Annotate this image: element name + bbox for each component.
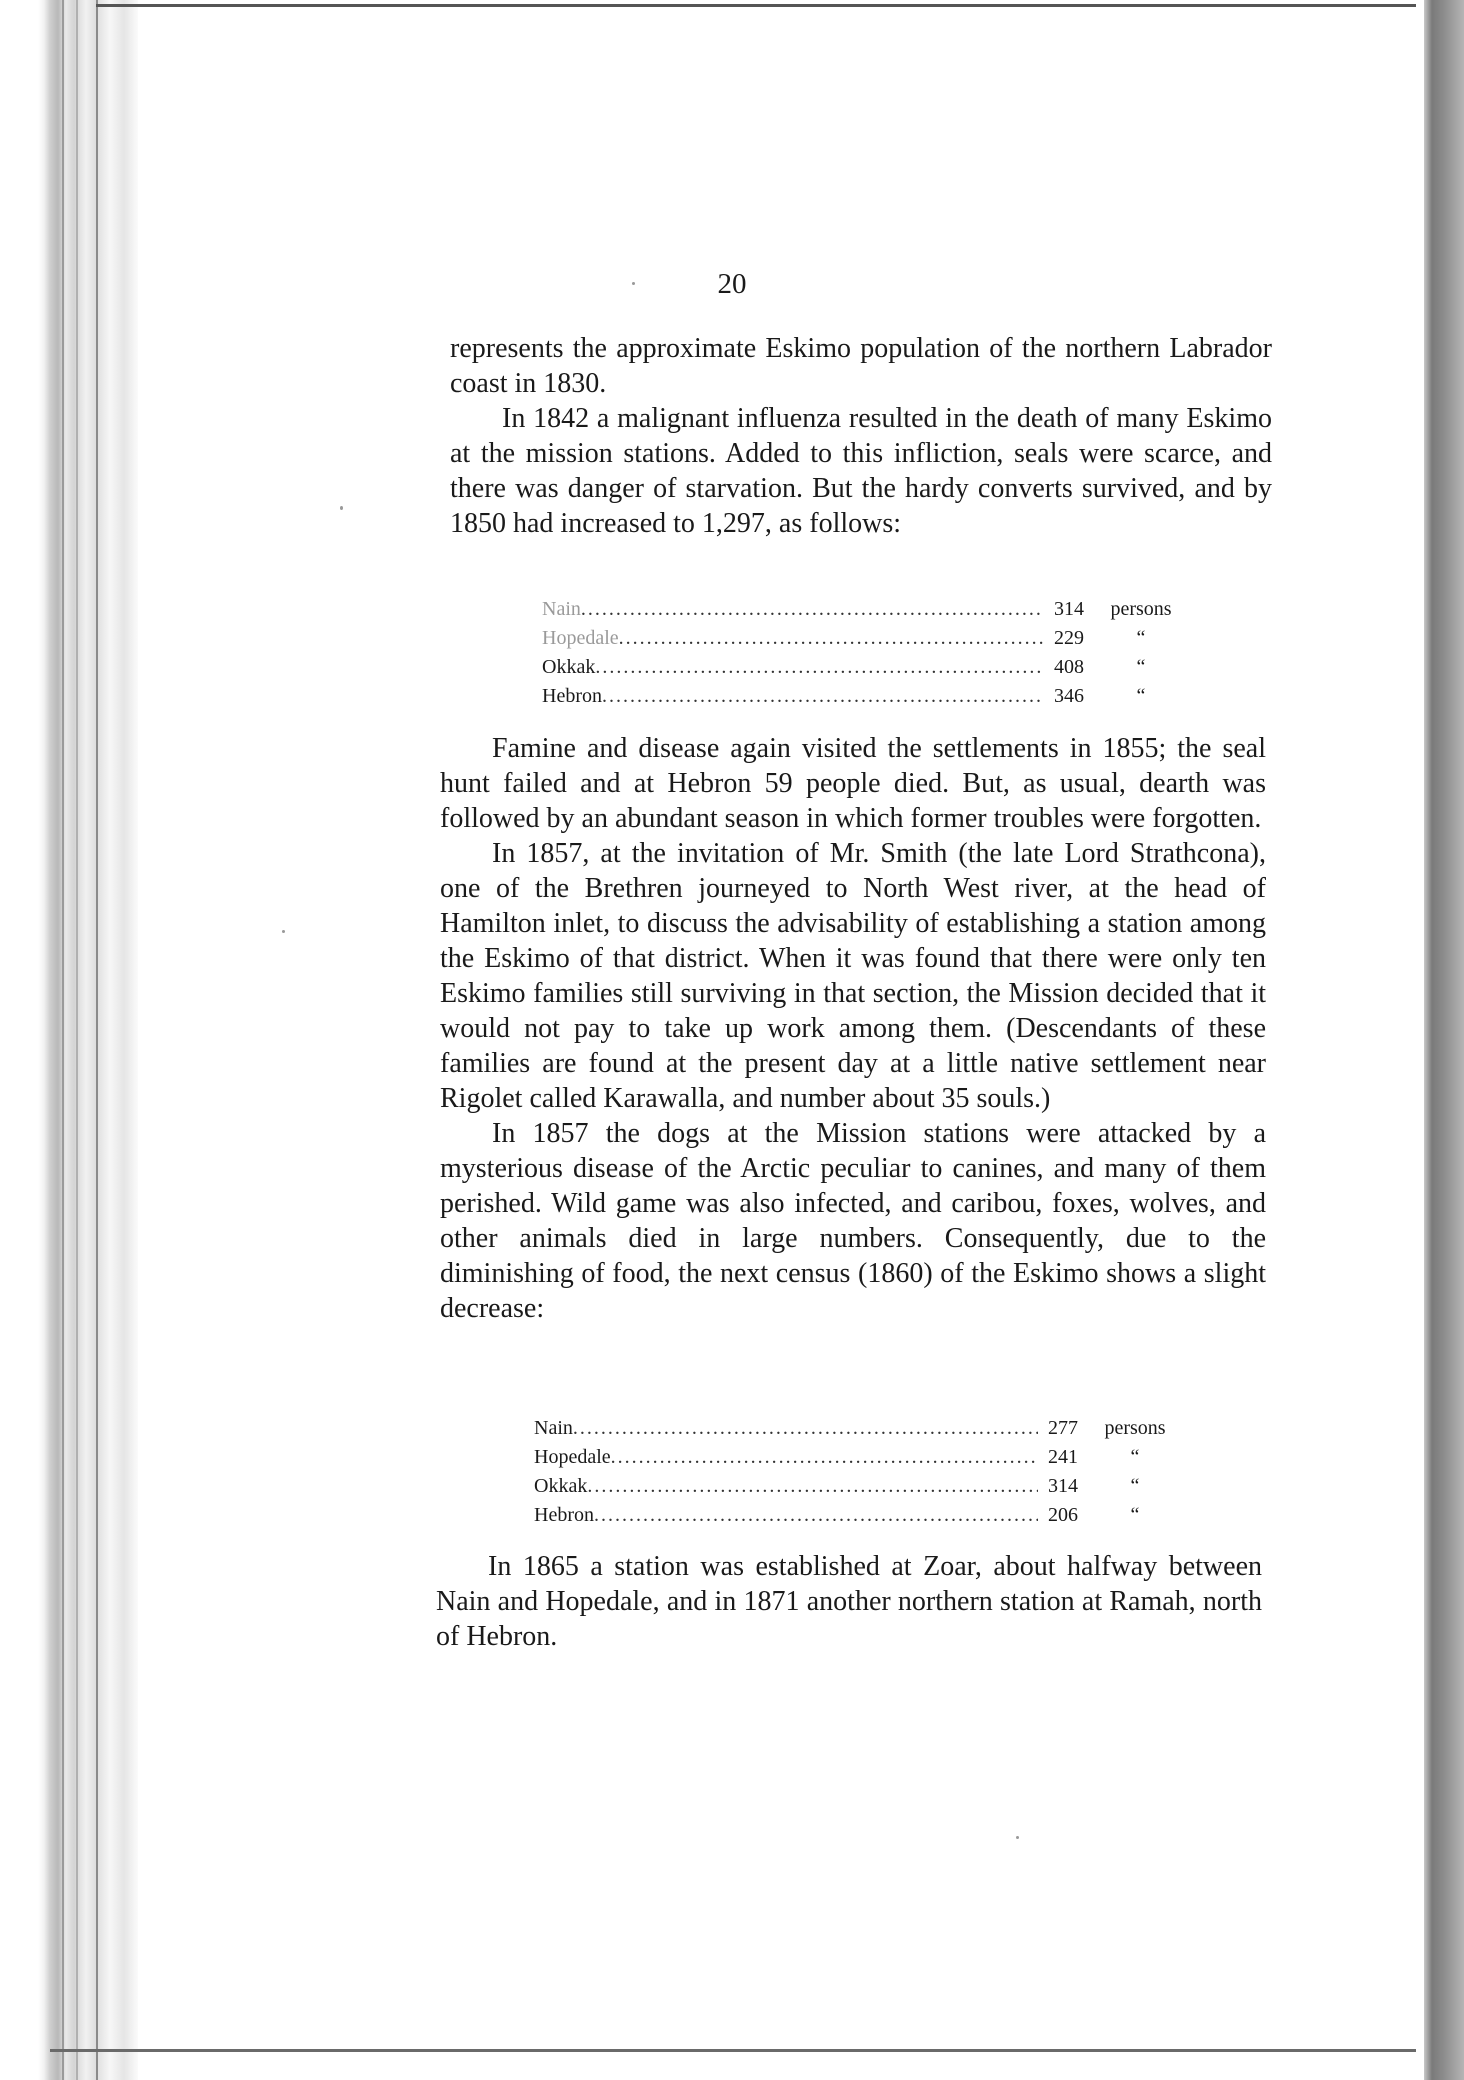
population-count: 241 xyxy=(1048,1446,1078,1468)
census-table-1850 xyxy=(542,595,1180,711)
top-page-edge xyxy=(96,4,1416,7)
population-count: 314 xyxy=(1054,598,1084,620)
binding-line xyxy=(76,0,78,2080)
text-block-top xyxy=(450,331,1272,541)
text-block-middle xyxy=(440,731,1266,1326)
place-name: Hopedale xyxy=(542,627,619,649)
leader-dots xyxy=(619,624,1044,653)
table-row xyxy=(542,624,1180,653)
population-count: 314 xyxy=(1048,1475,1078,1497)
unit-label: “ xyxy=(1136,685,1146,707)
place-name: Nain xyxy=(534,1417,573,1439)
place-name: Hopedale xyxy=(534,1446,611,1468)
table-row xyxy=(542,595,1180,624)
table-row xyxy=(542,653,1180,682)
page-number: 20 xyxy=(717,268,747,300)
population-count: 408 xyxy=(1054,656,1084,678)
leader-dots xyxy=(611,1443,1038,1472)
unit-label: persons xyxy=(1104,1417,1166,1439)
census-table-1860 xyxy=(534,1414,1174,1530)
unit-label: “ xyxy=(1130,1475,1140,1497)
population-count: 206 xyxy=(1048,1504,1078,1526)
place-name: Hebron xyxy=(534,1504,594,1526)
binding-line xyxy=(62,0,64,2080)
population-count: 346 xyxy=(1054,685,1084,707)
table-row xyxy=(534,1443,1174,1472)
scan-speck xyxy=(340,506,343,510)
scan-speck xyxy=(1016,1836,1019,1839)
place-name: Nain xyxy=(542,598,581,620)
unit-label: “ xyxy=(1130,1504,1140,1526)
unit-label: “ xyxy=(1136,627,1146,649)
table-row xyxy=(542,682,1180,711)
place-name: Okkak xyxy=(542,656,596,678)
table-row xyxy=(534,1472,1174,1501)
place-name: Okkak xyxy=(534,1475,588,1497)
paragraph: Famine and disease again visited the settlements in 1855; the seal hunt failed and at Hebron 59 people died. But, as usual, dearth was followed by an abundant season in which former troubles were forgotten. xyxy=(440,733,1266,834)
page-binding-edge xyxy=(38,0,138,2080)
paragraph: represents the approximate Eskimo population of the northern Labrador coast in 1830. xyxy=(450,333,1272,399)
bottom-page-edge xyxy=(50,2049,1416,2052)
text-block-bottom xyxy=(436,1549,1262,1654)
table-row xyxy=(534,1414,1174,1443)
leader-dots xyxy=(587,1472,1038,1501)
leader-dots xyxy=(595,653,1044,682)
paragraph: In 1842 a malignant influenza resulted in the death of many Eskimo at the mission stations. Added to this infliction, seals were scarce, and there was danger of starvation. But the hardy converts survived, and by 1850 had increased to 1,297, as follows: xyxy=(450,403,1272,539)
leader-dots xyxy=(602,682,1044,711)
leader-dots xyxy=(581,595,1044,624)
leader-dots xyxy=(573,1414,1038,1443)
unit-label: “ xyxy=(1136,656,1146,678)
paragraph: In 1857 the dogs at the Mission stations were attacked by a mysterious disease of the Arctic peculiar to canines, and many of them perished. Wild game was also infected, and caribou, foxes, wolves, and other animals died in large numbers. Consequently, due to the diminishing of food, the next census (1860) of the Eskimo shows a slight decrease: xyxy=(440,1118,1266,1324)
population-count: 277 xyxy=(1048,1417,1078,1439)
right-page-edge xyxy=(1424,0,1464,2080)
unit-label: persons xyxy=(1110,598,1172,620)
population-count: 229 xyxy=(1054,627,1084,649)
binding-line xyxy=(96,0,98,2080)
unit-label: “ xyxy=(1130,1446,1140,1468)
paragraph: In 1865 a station was established at Zoar, about halfway between Nain and Hopedale, and in 1871 another northern station at Ramah, north of Hebron. xyxy=(436,1551,1262,1652)
scan-speck xyxy=(282,930,285,933)
place-name: Hebron xyxy=(542,685,602,707)
leader-dots xyxy=(594,1501,1038,1530)
table-row xyxy=(534,1501,1174,1530)
paragraph: In 1857, at the invitation of Mr. Smith (the late Lord Strathcona), one of the Brethren journeyed to North West river, at the head of Hamilton inlet, to discuss the advisability of establishing a station among the Eskimo of that district. When it was found that there were only ten Eskimo families still surviving in that section, the Mission decided that it would not pay to take up work among them. (Descendants of these families are found at the present day at a little native settlement near Rigolet called Karawalla, and number about 35 souls.) xyxy=(440,838,1266,1114)
